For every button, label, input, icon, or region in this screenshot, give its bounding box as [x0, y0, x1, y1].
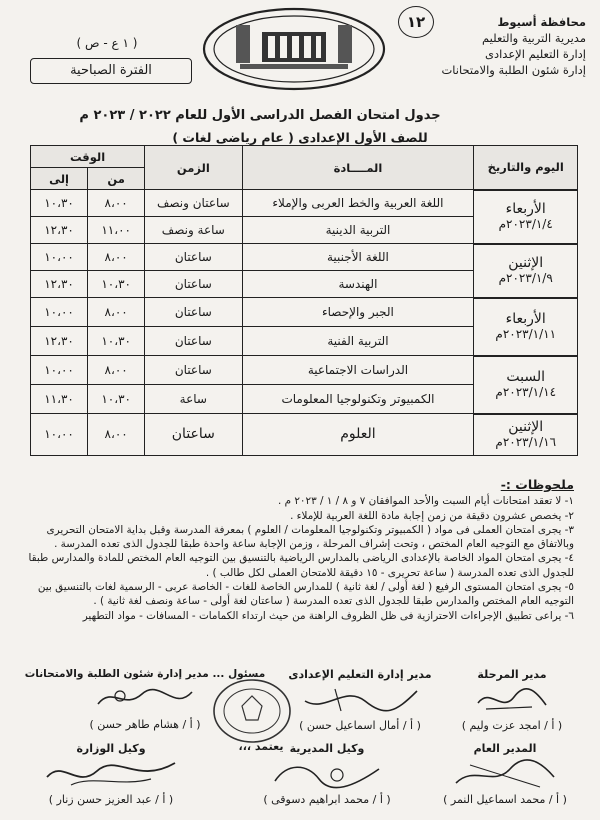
note-item: ٢- يخصص عشرون دقيقة من زمن إجابة مادة اللغة العربية للإملاء .: [290, 509, 574, 522]
from-cell: ٨،٠٠: [88, 190, 145, 217]
form-code: ( ١ ع - ص ): [76, 36, 138, 50]
from-cell: ٨،٠٠: [88, 244, 145, 271]
schedule-table: [30, 145, 578, 456]
duration-cell: ساعة: [145, 385, 242, 414]
handwritten-signature: [267, 757, 387, 791]
note-item: ٤- يجرى امتحان المواد الخاصة بالإعدادى الرياضى بالمدارس الرياضية بالتنسيق بين التوجيه العام المختص للمادة والمدارس طبقا للجدول الذى تعده المدرسة ( ساعة تحريرى - ١٥ دقيقة للامتحان العملى لكل طالب ) .: [28, 552, 574, 579]
day-cell: [474, 298, 578, 356]
subject-cell: اللغة الأجنبية: [242, 244, 474, 271]
from-cell: ٨،٠٠: [88, 414, 145, 456]
day-cell: [474, 414, 578, 456]
day-date: ٢٠٢٣/١/٤م: [498, 216, 553, 231]
signatory-name: ( أ / أمال اسماعيل حسن ): [299, 719, 421, 732]
to-cell: ١٠،٠٠: [31, 414, 88, 456]
subject-cell: التربية الفنية: [242, 327, 474, 356]
signature-title: وكيل المديرية: [289, 742, 365, 755]
signature-stage-director: [442, 668, 582, 732]
authority-line: إدارة التعليم الإعدادى: [484, 47, 586, 61]
subject-cell: العلوم: [242, 414, 474, 456]
from-cell: ١٠،٣٠: [88, 271, 145, 298]
handwritten-signature: [90, 682, 200, 716]
day-date: ٢٠٢٣/١/٩م: [498, 270, 553, 285]
handwritten-signature: [41, 757, 181, 791]
signatory-name: ( أ / هشام طاهر حسن ): [89, 718, 201, 731]
table-row: [31, 356, 578, 385]
day-name: الأربعاء: [505, 200, 546, 217]
signature-title: مدير المرحلة: [477, 668, 547, 681]
day-name: الإثنين: [508, 254, 544, 271]
day-cell: [474, 356, 578, 414]
signatory-name: ( أ / امجد عزت وليم ): [461, 719, 563, 732]
duration-cell: ساعتان: [145, 271, 242, 298]
header-to: إلى: [31, 168, 88, 190]
authority-line: إدارة شئون الطلبة والامتحانات: [441, 63, 586, 77]
day-date: ٢٠٢٣/١/١٦م: [495, 434, 557, 449]
signature-deputy-directorate: [232, 742, 422, 806]
day-cell: [474, 244, 578, 298]
to-cell: ١٢،٣٠: [31, 271, 88, 298]
official-stamp-seal: [210, 676, 294, 746]
duration-cell: ساعتان: [145, 244, 242, 271]
note-item: ٥- يجرى امتحان المستوى الرفيع ( لغة أولى / لغة ثانية ) للمدارس الخاصة للغات - الخاصة عربى - الرسمية لغات بالتنسيق بين التوجيه العام المختص والمدارس طبقا للجدول الذى تعده المدرسة ( ساعتان لغة أولى - ساعة ونصف لغة ثانية ) .: [37, 581, 574, 608]
signature-title: مدير إدارة التعليم الإعدادى: [288, 668, 432, 681]
to-cell: ١٠،٠٠: [31, 356, 88, 385]
duration-cell: ساعتان: [145, 414, 242, 456]
subject-cell: الجبر والإحصاء: [242, 298, 474, 327]
duration-cell: ساعتان: [145, 298, 242, 327]
schedule-title: جدول امتحان الفصل الدراسى الأول للعام ٢٠٢٢ / ٢٠٢٣ م: [79, 108, 441, 123]
to-cell: ١٠،٠٠: [31, 244, 88, 271]
to-cell: ١٠،٣٠: [31, 190, 88, 217]
handwritten-signature: [472, 683, 552, 717]
header-from: من: [88, 168, 145, 190]
signature-title: المدير العام: [473, 742, 537, 755]
from-cell: ١٠،٣٠: [88, 385, 145, 414]
notes-section: [28, 478, 574, 623]
table-row: [31, 244, 578, 271]
from-cell: ١١،٠٠: [88, 217, 145, 244]
approval-word: يعتمد ،،،: [238, 740, 284, 753]
grade-title: للصف الأول الإعدادى ( عام رياضى لغات ): [172, 130, 428, 145]
period-box: الفترة الصباحية: [30, 58, 192, 84]
signature-prep-director: [270, 668, 450, 732]
signature-general-director: [430, 742, 580, 806]
signatory-name: ( أ / محمد اسماعيل النمر ): [443, 793, 567, 806]
table-row: [31, 190, 578, 217]
handwritten-signature: [450, 757, 560, 791]
note-item: ٦- يراعى تطبيق الإجراءات الاحترازية فى ظل الظروف الراهنة من حيث ارتداء الكمامات - المسافات - مواد التطهير: [82, 609, 574, 622]
from-cell: ١٠،٣٠: [88, 327, 145, 356]
notes-heading: ملحوظات :-: [500, 477, 574, 492]
header-time: الوقت: [31, 146, 145, 168]
subject-cell: الهندسة: [242, 271, 474, 298]
to-cell: ١٢،٣٠: [31, 327, 88, 356]
from-cell: ٨،٠٠: [88, 356, 145, 385]
duration-cell: ساعتان ونصف: [145, 190, 242, 217]
duration-cell: ساعة ونصف: [145, 217, 242, 244]
signature-title: وكيل الوزارة: [76, 742, 146, 755]
header-day: اليوم والتاريخ: [474, 146, 578, 190]
subject-cell: اللغة العربية والخط العربى والإملاء: [242, 190, 474, 217]
note-item: ٣- يجرى امتحان العملى فى مواد ( الكمبيوتر وتكنولوجيا المعلومات / العلوم ) بمعرفة المدرسة وقبل بداية الامتحان التحريرى وبالاتفاق مع التوجيه العام المختص ، وتحت إشراف المرحلة ، وزمن الإجابة ساعة واحدة طبقا للجدول الذى تعده المدرسة .: [46, 523, 574, 551]
subject-cell: الكمبيوتر وتكنولوجيا المعلومات: [242, 385, 474, 414]
duration-cell: ساعتان: [145, 356, 242, 385]
table-row: [31, 298, 578, 327]
day-name: الإثنين: [508, 418, 544, 435]
page-number: ١٢: [398, 6, 434, 38]
signatory-name: ( أ / محمد ابراهيم دسوقى ): [263, 793, 391, 806]
to-cell: ١٠،٠٠: [31, 298, 88, 327]
handwritten-signature: [295, 683, 425, 717]
subject-cell: الدراسات الاجتماعية: [242, 356, 474, 385]
day-date: ٢٠٢٣/١/١٤م: [495, 384, 557, 399]
authority-line: مديرية التربية والتعليم: [482, 31, 586, 45]
signatory-name: ( أ / عبد العزيز حسن زنار ): [48, 793, 174, 806]
to-cell: ١١،٣٠: [31, 385, 88, 414]
subject-cell: التربية الدينية: [242, 217, 474, 244]
authority-line: محافظة أسيوط: [497, 15, 586, 29]
note-item: ١- لا تعقد امتحانات أيام السبت والأحد الموافقان ٧ و ٨ / ١ / ٢٠٢٣ م .: [278, 495, 574, 508]
header-duration: الزمن: [145, 146, 242, 190]
signature-deputy-ministry: [16, 742, 206, 806]
day-date: ٢٠٢٣/١/١١م: [495, 326, 557, 341]
day-cell: [474, 190, 578, 244]
header-subject: المــــادة: [242, 146, 474, 190]
authority-header: [436, 14, 586, 78]
from-cell: ٨،٠٠: [88, 298, 145, 327]
directorate-logo: [200, 6, 388, 92]
duration-cell: ساعتان: [145, 327, 242, 356]
table-row: [31, 414, 578, 456]
to-cell: ١٢،٣٠: [31, 217, 88, 244]
day-name: الأربعاء: [505, 310, 546, 327]
signature-title: مسئول ... مدير إدارة شئون الطلبة والامتحانات: [24, 668, 266, 680]
day-name: السبت: [506, 368, 546, 385]
